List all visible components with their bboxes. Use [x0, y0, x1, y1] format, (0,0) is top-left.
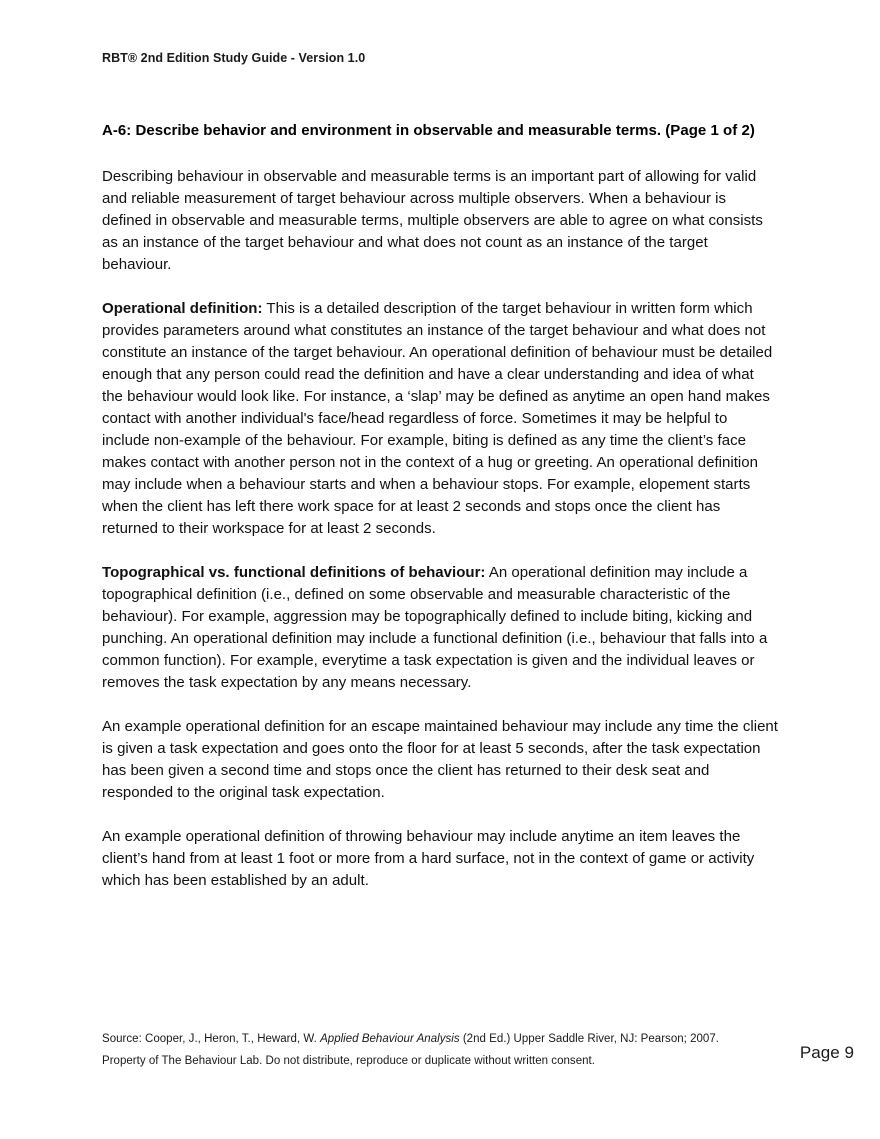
- paragraph-intro: [102, 166, 778, 276]
- footer-property-notice: Property of The Behaviour Lab. Do not distribute, reproduce or duplicate without written consent.: [102, 1055, 595, 1067]
- footer-source-prefix: Source: Cooper, J., Heron, T., Heward, W.: [102, 1033, 321, 1045]
- paragraph-escape-example-text: An example operational definition for an escape maintained behaviour may include any time the client is given a task expectation and goes onto the floor for at least 5 seconds, after the task expectation has been given a second time and stops once the client has returned to their desk seat and responded to the original task expectation.: [102, 718, 778, 801]
- paragraph-throwing-example: [102, 826, 778, 892]
- paragraph-operational-definition: [102, 298, 778, 540]
- page-title: A-6: Describe behavior and environment in observable and measurable terms. (Page 1 of 2): [102, 122, 755, 139]
- paragraph-escape-example: [102, 716, 778, 804]
- page-number: Page 9: [799, 1043, 854, 1062]
- paragraph-throwing-example-text: An example operational definition of throwing behaviour may include anytime an item leaves the client’s hand from at least 1 foot or more from a hard surface, not in the context of game or activity which has been established by an adult.: [102, 828, 755, 889]
- document-body: [102, 120, 778, 892]
- document-footer: [102, 1028, 778, 1072]
- paragraph-topographical-functional-lead: Topographical vs. functional definitions of behaviour:: [102, 564, 486, 581]
- paragraph-topographical-functional-text: An operational definition may include a topographical definition (i.e., defined on some observable and measurable characteristic of the behaviour). For example, aggression may be topographically defined to include biting, kicking and punching. An operational definition may include a functional definition (i.e., behaviour that falls into a common function). For example, everytime a task expectation is given and the individual leaves or removes the task expectation by any means necessary.: [102, 564, 768, 691]
- paragraph-topographical-functional: [102, 562, 778, 694]
- footer-source-title: Applied Behaviour Analysis: [320, 1033, 460, 1045]
- paragraph-operational-definition-text: This is a detailed description of the target behaviour in written form which provides parameters around what constitutes an instance of the target behaviour and what does not constitute an instance of the target behaviour. An operational definition of behaviour must be detailed enough that any person could read the definition and have a clear understanding and idea of what the behaviour would look like. For instance, a ‘slap’ may be defined as anytime an open hand makes contact with another individual's face/head regardless of force. Sometimes it may be helpful to include non-example of the behaviour. For example, biting is defined as any time the client’s face makes contact with another person not in the context of a hug or greeting. An operational definition may include when a behaviour starts and when a behaviour stops. For example, elopement starts when the client has left there work space for at least 2 seconds and stops once the client has returned to their workspace for at least 2 seconds.: [102, 300, 773, 537]
- paragraph-intro-text: Describing behaviour in observable and measurable terms is an important part of allowing for valid and reliable measurement of target behaviour across multiple observers. When a behaviour is defined in observable and measurable terms, multiple observers are able to agree on what consists as an instance of the target behaviour and what does not count as an instance of the target behaviour.: [102, 168, 763, 273]
- document-header: RBT® 2nd Edition Study Guide - Version 1.0: [102, 51, 366, 65]
- footer-source-suffix: (2nd Ed.) Upper Saddle River, NJ: Pearson; 2007.: [459, 1033, 719, 1045]
- footer-source-line: [102, 1028, 778, 1050]
- paragraph-operational-definition-lead: Operational definition:: [102, 300, 263, 317]
